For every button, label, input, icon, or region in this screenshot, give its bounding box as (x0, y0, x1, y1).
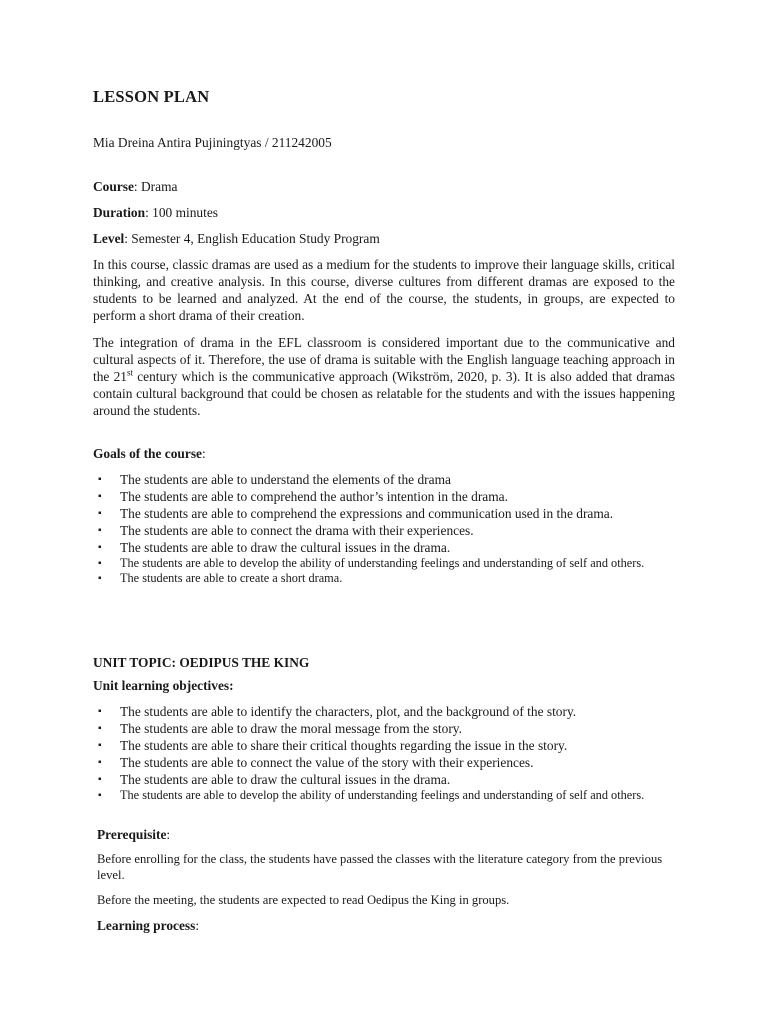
level-label: Level (93, 231, 125, 246)
unit-topic-heading: UNIT TOPIC: OEDIPUS THE KING (93, 655, 310, 670)
duration-line (93, 204, 218, 221)
prerequisite-text-1: Before enrolling for the class, the students have passed the classes with the literature category from the previous level. (97, 852, 663, 882)
unit-objectives-list (93, 703, 653, 803)
list-item: ▪ The students are able to develop the ability of understanding feelings and understanding of self and others. (93, 788, 653, 803)
goals-heading-text: Goals of the course (93, 446, 202, 461)
list-item: ▪ The students are able to connect the drama with their experiences. (93, 522, 653, 539)
list-item: ▪ The students are able to connect the value of the story with their experiences. (93, 754, 653, 771)
list-item: ▪ The students are able to identify the characters, plot, and the background of the story. (93, 703, 653, 720)
author-line: Mia Dreina Antira Pujiningtyas / 211242005 (93, 135, 332, 150)
list-item: ▪ The students are able to draw the cultural issues in the drama. (93, 539, 653, 556)
page-title: LESSON PLAN (93, 87, 210, 106)
list-item: ▪ The students are able to develop the ability of understanding feelings and understanding of self and others. (93, 556, 653, 571)
list-item: ▪ The students are able to create a short drama. (93, 571, 653, 586)
list-item: ▪ The students are able to comprehend the author’s intention in the drama. (93, 488, 653, 505)
course-value: : Drama (133, 179, 178, 194)
unit-objectives-heading: Unit learning objectives: (93, 678, 234, 693)
ordinal-superscript: st (126, 367, 133, 378)
duration-label: Duration (93, 205, 146, 220)
integration-text-part2: century which is the communicative approach (Wikström, 2020, p. 3). It is also added that dramas contain cultural background that could be chosen as relatable for the students and with the issues happening around the students. (93, 369, 675, 418)
list-item: ▪ The students are able to draw the cultural issues in the drama. (93, 771, 653, 788)
list-item: ▪ The students are able to draw the moral message from the story. (93, 720, 653, 737)
goals-list (93, 471, 653, 586)
list-item: ▪ The students are able to comprehend the expressions and communication used in the drama. (93, 505, 653, 522)
prerequisite-heading (97, 826, 170, 843)
learning-process-heading-colon: : (195, 918, 200, 933)
goals-heading (93, 445, 206, 462)
level-line (93, 230, 380, 247)
prerequisite-heading-text: Prerequisite (97, 827, 167, 842)
goals-heading-colon: : (201, 446, 206, 461)
learning-process-heading-text: Learning process (97, 918, 196, 933)
list-item: ▪ The students are able to understand the elements of the drama (93, 471, 653, 488)
integration-text-part1: The integration of drama in the EFL classroom is considered important due to the communicative and cultural aspects of it. Therefore, the use of drama is suitable with the English language teaching approach in the 21 (93, 335, 675, 384)
course-label: Course (93, 179, 134, 194)
course-line (93, 178, 177, 195)
intro-paragraph: In this course, classic dramas are used as a medium for the students to improve their language skills, critical thinking, and creative analysis. In this course, diverse cultures from different dramas are exposed to the students to be learned and analyzed. At the end of the course, the students, in groups, are expected to perform a short drama of their creation. (93, 257, 675, 323)
level-value: : Semester 4, English Education Study Program (124, 231, 380, 246)
list-item: ▪ The students are able to share their critical thoughts regarding the issue in the story. (93, 737, 653, 754)
duration-value: : 100 minutes (145, 205, 218, 220)
learning-process-heading (97, 917, 199, 934)
prerequisite-text-2: Before the meeting, the students are expected to read Oedipus the King in groups. (97, 893, 510, 907)
prerequisite-heading-colon: : (166, 827, 171, 842)
integration-paragraph (93, 334, 675, 419)
